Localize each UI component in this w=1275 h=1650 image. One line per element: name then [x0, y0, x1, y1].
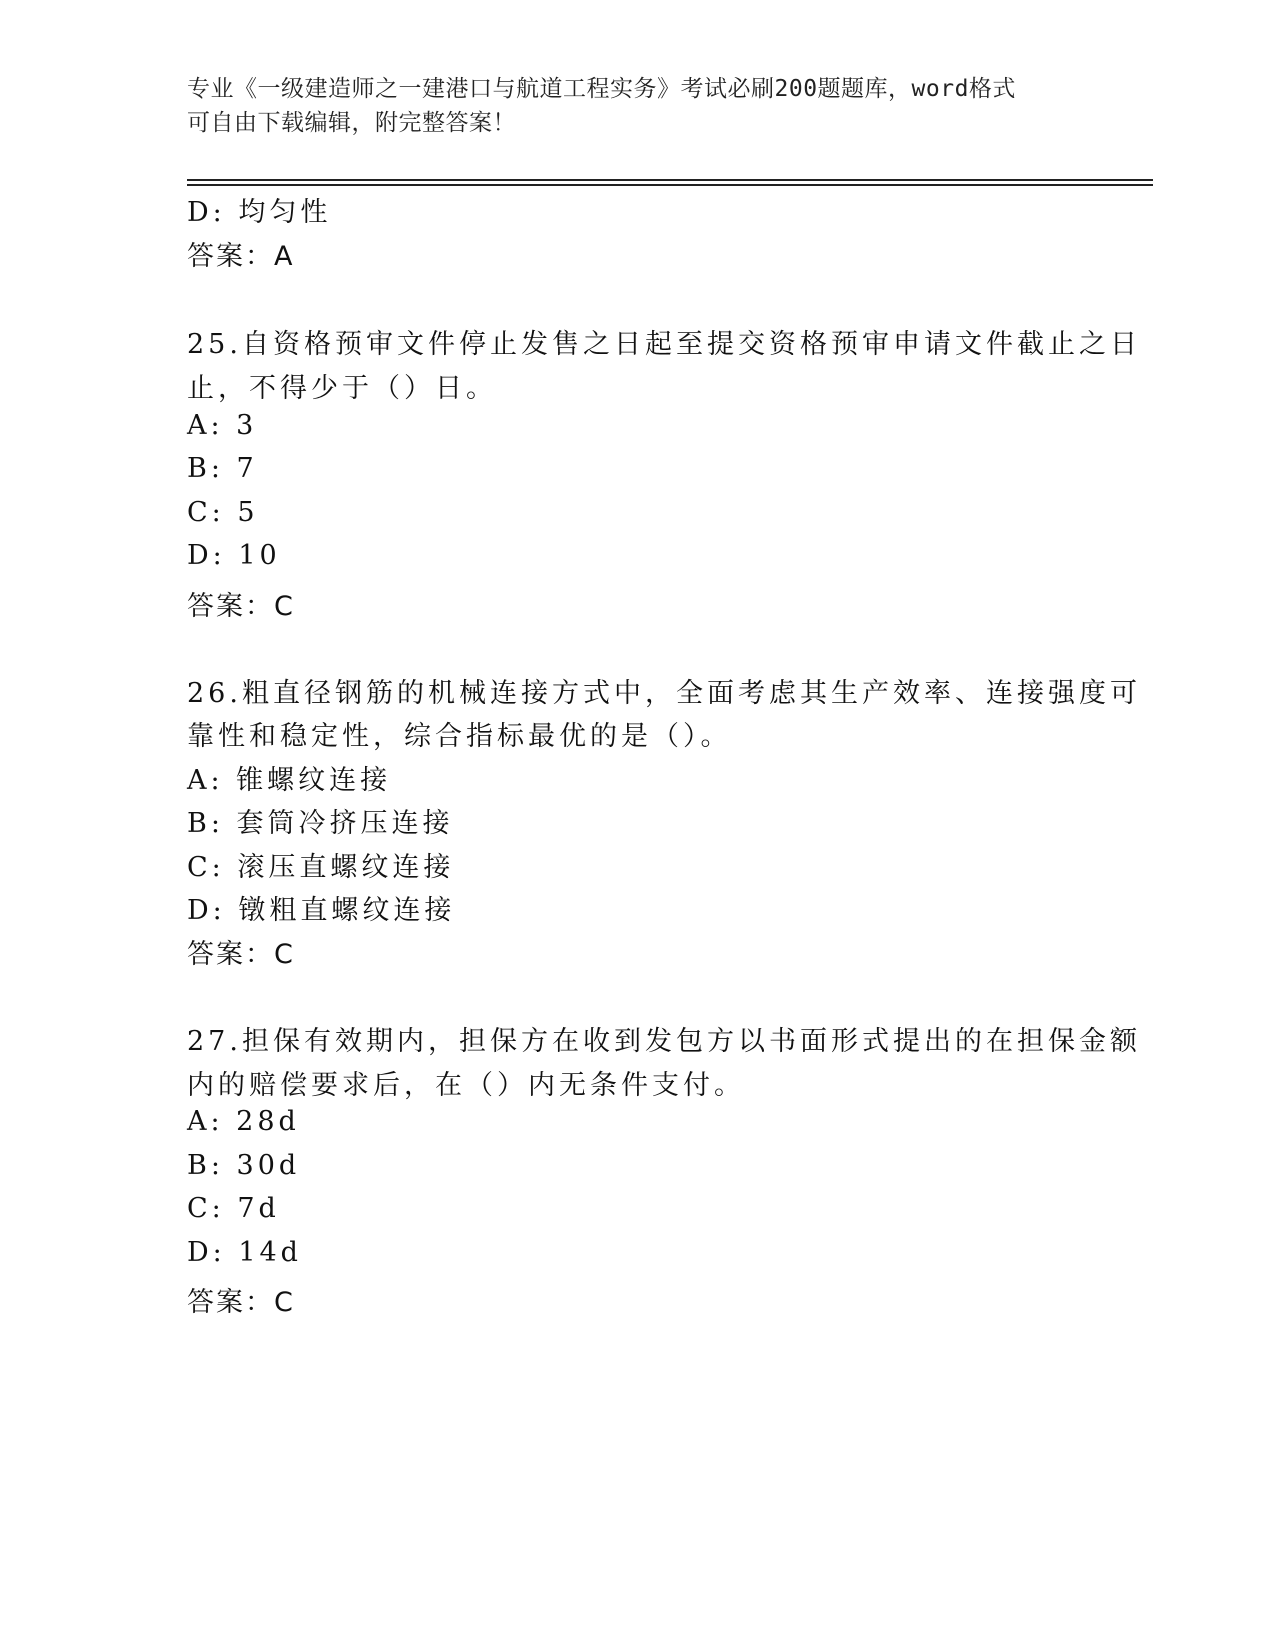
header-line-2: 可自由下载编辑，附完整答案！ — [187, 110, 516, 136]
header-divider-bottom — [187, 184, 1153, 186]
prev-answer: 答案：A — [187, 241, 295, 272]
q25-stem-line-2: 止，不得少于（）日。 — [187, 373, 497, 404]
q27-option-c: C: 7d — [187, 1193, 280, 1224]
header-line-1: 专业《一级建造师之一建港口与航道工程实务》考试必刷200题题库，word格式 — [187, 76, 1016, 102]
q25-option-c: C: 5 — [187, 497, 259, 528]
q25-stem-line-1: 25.自资格预审文件停止发售之日起至提交资格预审申请文件截止之日 — [187, 329, 1141, 360]
q26-option-b: B: 套筒冷挤压连接 — [187, 808, 454, 839]
q25-option-d: D: 10 — [187, 540, 281, 571]
q27-option-b: B: 30d — [187, 1150, 301, 1181]
header-divider-top — [187, 179, 1153, 181]
page-header — [187, 72, 1067, 140]
q25-option-b: B: 7 — [187, 453, 258, 484]
q26-stem-line-2: 靠性和稳定性，综合指标最优的是（）。 — [187, 721, 732, 752]
prev-option-d: D: 均匀性 — [187, 197, 332, 228]
q27-stem-line-1: 27.担保有效期内，担保方在收到发包方以书面形式提出的在担保金额 — [187, 1026, 1141, 1057]
q25-option-a: A: 3 — [187, 410, 258, 441]
q27-option-a: A: 28d — [187, 1106, 300, 1137]
q26-option-a: A: 锥螺纹连接 — [187, 765, 392, 796]
q25-answer: 答案：C — [187, 591, 295, 622]
q26-option-d: D: 镦粗直螺纹连接 — [187, 895, 456, 926]
q27-option-d: D: 14d — [187, 1237, 302, 1268]
q26-option-c: C: 滚压直螺纹连接 — [187, 852, 455, 883]
q27-stem-line-2: 内的赔偿要求后，在（）内无条件支付。 — [187, 1070, 745, 1101]
q27-answer: 答案：C — [187, 1287, 295, 1318]
q26-stem-line-1: 26.粗直径钢筋的机械连接方式中，全面考虑其生产效率、连接强度可 — [187, 678, 1141, 709]
q26-answer: 答案：C — [187, 939, 295, 970]
